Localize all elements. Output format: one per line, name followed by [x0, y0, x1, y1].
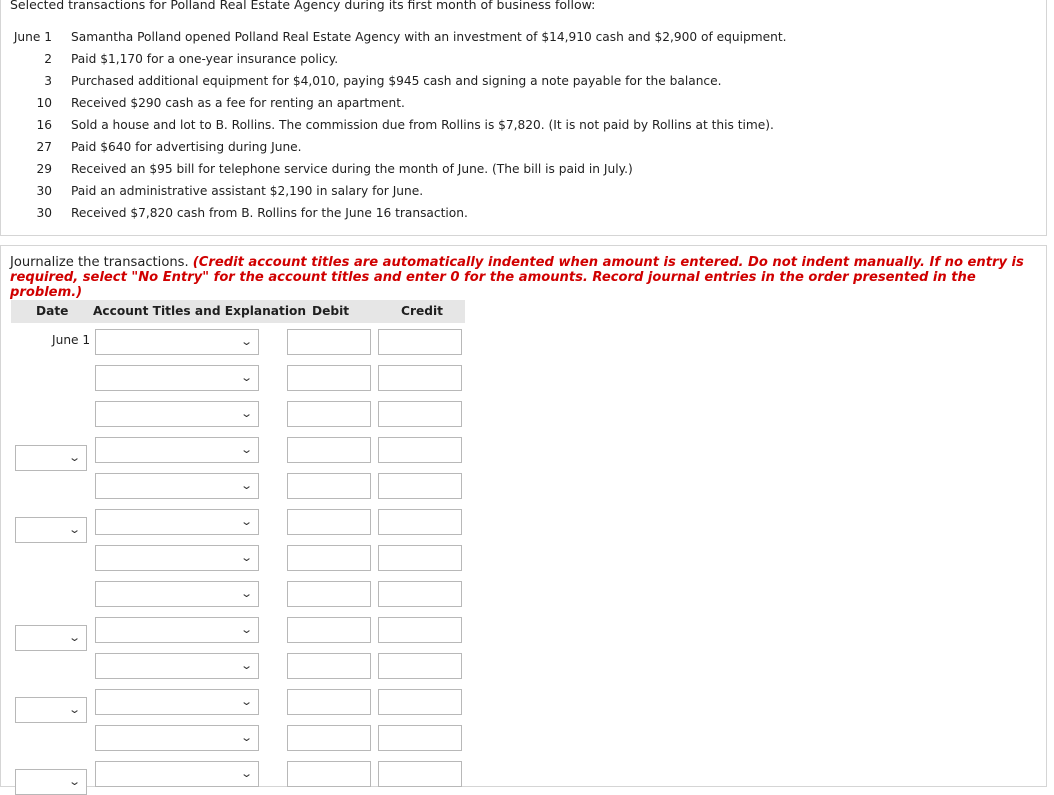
chevron-down-icon: ⌄ — [239, 767, 253, 780]
journal-header — [11, 300, 465, 323]
chevron-down-icon: ⌄ — [239, 623, 253, 636]
account-title-select[interactable] — [95, 365, 259, 391]
credit-input[interactable] — [378, 401, 462, 427]
instructions-note: (Credit account titles are automatically indented when amount is entered. Do not indent manually. If no entry is required, select "No Entry" for the account titles and enter 0 for the amounts. Record journal entries in the order presented in the problem.) — [10, 255, 1024, 300]
debit-input[interactable] — [287, 509, 371, 535]
chevron-down-icon: ⌄ — [239, 371, 253, 384]
date-select[interactable] — [15, 769, 87, 795]
transaction-description: Received an $95 bill for telephone service during the month of June. (The bill is paid in July.) — [71, 162, 633, 176]
transaction-description: Received $7,820 cash from B. Rollins for the June 16 transaction. — [71, 206, 468, 220]
instructions-lead: Journalize the transactions. — [10, 255, 189, 270]
credit-input[interactable] — [378, 545, 462, 571]
transaction-day: 27 — [36, 140, 52, 154]
account-title-select[interactable] — [95, 545, 259, 571]
chevron-down-icon: ⌄ — [239, 479, 253, 492]
chevron-down-icon: ⌄ — [239, 587, 253, 600]
account-title-select[interactable] — [95, 725, 259, 751]
chevron-down-icon: ⌄ — [67, 703, 81, 716]
debit-input[interactable] — [287, 725, 371, 751]
chevron-down-icon: ⌄ — [67, 523, 81, 536]
chevron-down-icon: ⌄ — [239, 515, 253, 528]
credit-input[interactable] — [378, 365, 462, 391]
debit-input[interactable] — [287, 329, 371, 355]
chevron-down-icon: ⌄ — [67, 775, 81, 788]
chevron-down-icon: ⌄ — [239, 659, 253, 672]
transaction-description: Received $290 cash as a fee for renting an apartment. — [71, 96, 405, 110]
credit-input[interactable] — [378, 689, 462, 715]
debit-input[interactable] — [287, 545, 371, 571]
header-date: Date — [36, 304, 69, 318]
header-account: Account Titles and Explanation — [93, 304, 307, 318]
account-title-select[interactable] — [95, 761, 259, 787]
debit-input[interactable] — [287, 761, 371, 787]
credit-input[interactable] — [378, 473, 462, 499]
credit-input[interactable] — [378, 437, 462, 463]
account-title-select[interactable] — [95, 617, 259, 643]
chevron-down-icon: ⌄ — [239, 407, 253, 420]
credit-input[interactable] — [378, 761, 462, 787]
debit-input[interactable] — [287, 473, 371, 499]
transaction-description: Paid $1,170 for a one-year insurance policy. — [71, 52, 339, 66]
debit-input[interactable] — [287, 437, 371, 463]
account-title-select[interactable] — [95, 509, 259, 535]
account-title-select[interactable] — [95, 437, 259, 463]
account-title-select[interactable] — [95, 653, 259, 679]
entry-date-label: June 1 — [52, 333, 91, 347]
debit-input[interactable] — [287, 689, 371, 715]
problem-intro: Selected transactions for Polland Real Estate Agency during its first month of business follow: — [10, 0, 596, 12]
chevron-down-icon: ⌄ — [239, 695, 253, 708]
account-title-select[interactable] — [95, 689, 259, 715]
chevron-down-icon: ⌄ — [239, 335, 253, 348]
credit-input[interactable] — [378, 581, 462, 607]
transaction-description: Paid $640 for advertising during June. — [71, 140, 302, 154]
date-select[interactable] — [15, 445, 87, 471]
transaction-description: Sold a house and lot to B. Rollins. The commission due from Rollins is $7,820. (It is not paid by Rollins at this time). — [71, 118, 774, 132]
transaction-day: 30 — [36, 206, 52, 220]
chevron-down-icon: ⌄ — [67, 451, 81, 464]
debit-input[interactable] — [287, 365, 371, 391]
transaction-day: 3 — [44, 74, 52, 88]
credit-input[interactable] — [378, 509, 462, 535]
credit-input[interactable] — [378, 617, 462, 643]
debit-input[interactable] — [287, 653, 371, 679]
transaction-description: Purchased additional equipment for $4,010, paying $945 cash and signing a note payable for the balance. — [71, 74, 722, 88]
credit-input[interactable] — [378, 329, 462, 355]
chevron-down-icon: ⌄ — [67, 631, 81, 644]
instructions — [10, 255, 1030, 300]
date-select[interactable] — [15, 697, 87, 723]
header-debit: Debit — [312, 304, 350, 318]
account-title-select[interactable] — [95, 329, 259, 355]
chevron-down-icon: ⌄ — [239, 443, 253, 456]
transaction-day: 16 — [36, 118, 52, 132]
header-credit: Credit — [401, 304, 443, 318]
chevron-down-icon: ⌄ — [239, 731, 253, 744]
account-title-select[interactable] — [95, 401, 259, 427]
transaction-description: Paid an administrative assistant $2,190 in salary for June. — [71, 184, 424, 198]
debit-input[interactable] — [287, 617, 371, 643]
date-select[interactable] — [15, 625, 87, 651]
transaction-day: June 1 — [13, 30, 52, 44]
debit-input[interactable] — [287, 581, 371, 607]
chevron-down-icon: ⌄ — [239, 551, 253, 564]
debit-input[interactable] — [287, 401, 371, 427]
transaction-day: 29 — [36, 162, 52, 176]
transaction-day: 2 — [44, 52, 52, 66]
transaction-description: Samantha Polland opened Polland Real Estate Agency with an investment of $14,910 cash and $2,900 of equipment. — [71, 30, 787, 44]
transaction-day: 30 — [36, 184, 52, 198]
transaction-day: 10 — [36, 96, 52, 110]
account-title-select[interactable] — [95, 581, 259, 607]
credit-input[interactable] — [378, 725, 462, 751]
account-title-select[interactable] — [95, 473, 259, 499]
credit-input[interactable] — [378, 653, 462, 679]
date-select[interactable] — [15, 517, 87, 543]
